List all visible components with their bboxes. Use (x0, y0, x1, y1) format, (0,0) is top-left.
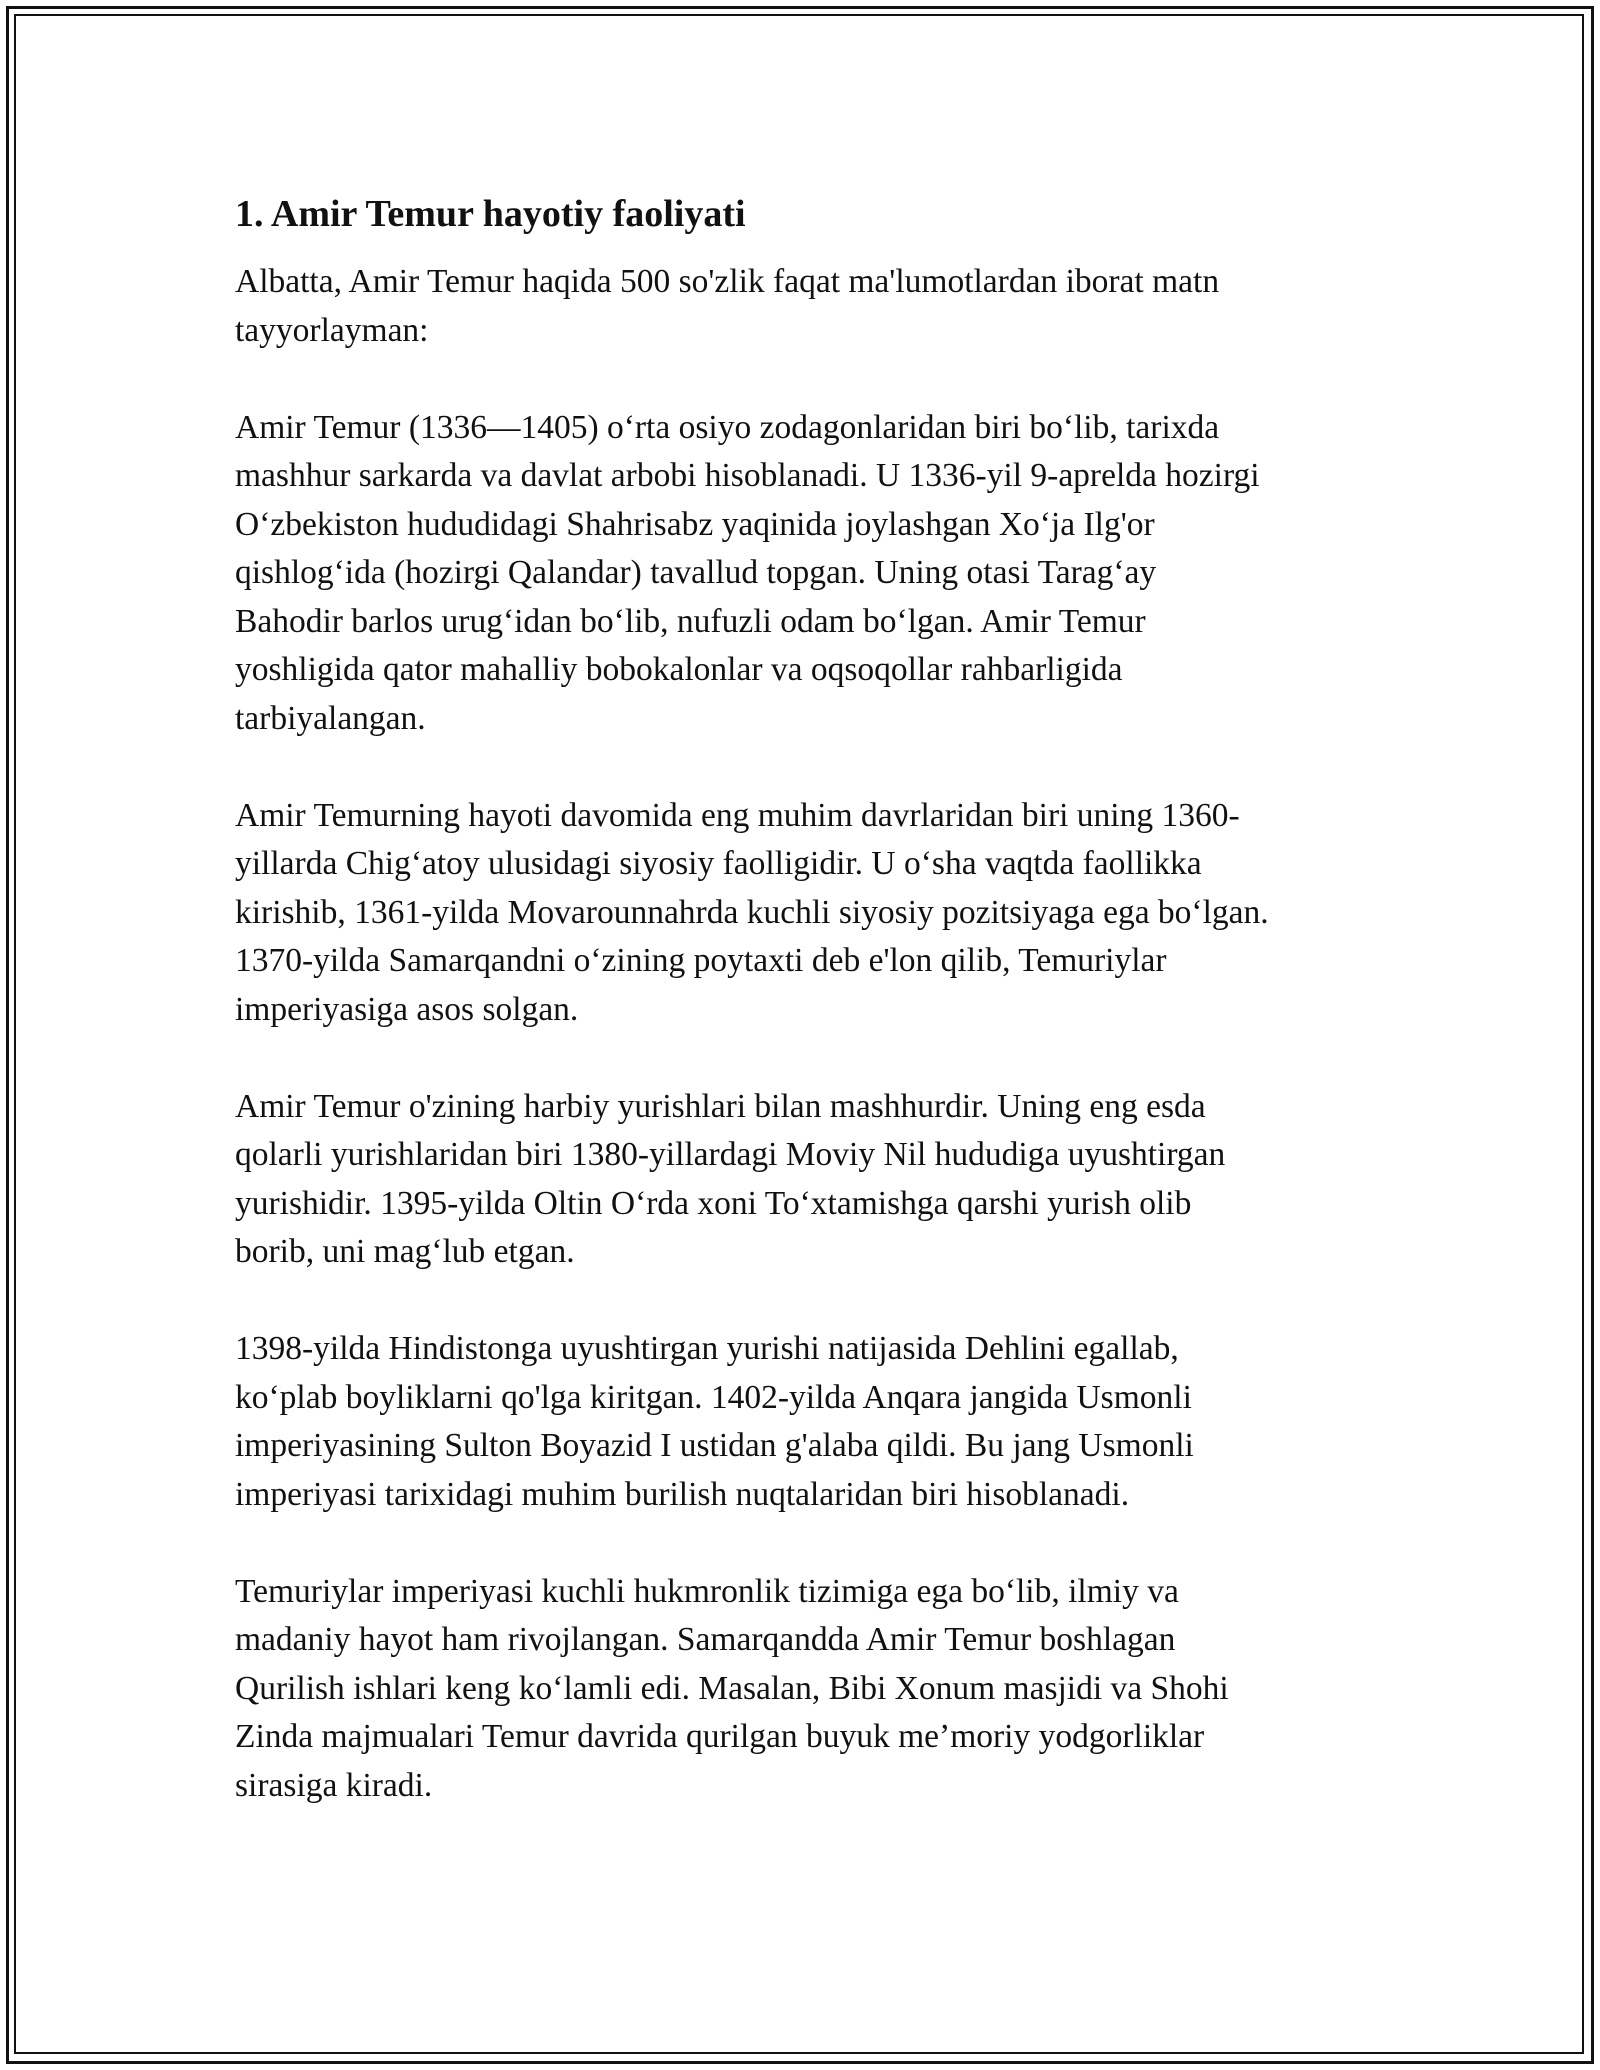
text-line: yoshligida qator mahalliy bobokalonlar va oqsoqollar rahbarligida (235, 651, 1123, 688)
text-line: imperiyasiga asos solgan. (235, 990, 579, 1028)
text-line: kirishib, 1361-yilda Movarounnahrda kuchli siyosiy pozitsiyaga ega boʻlgan. (235, 893, 1269, 931)
text-line: tayyorlayman: (235, 311, 429, 349)
text-line: 1370-yilda Samarqandni oʻzining poytaxti deb e'lon qilib, Temuriylar (235, 942, 1167, 979)
text-line: koʻplab boyliklarni qo'lga kiritgan. 1402-yilda Anqara jangida Usmonli (235, 1378, 1192, 1416)
text-line: Amir Temur (1336—1405) oʻrta osiyo zodagonlaridan biri boʻlib, tarixda (235, 408, 1220, 446)
paragraph-biography (235, 404, 1370, 744)
text-line: yillarda Chigʻatoy ulusidagi siyosiy faolligidir. U oʻsha vaqtda faollikka (235, 845, 1202, 882)
text-line: Bahodir barlos urugʻidan boʻlib, nufuzli odam boʻlgan. Amir Temur (235, 602, 1146, 640)
text-line: Temuriylar imperiyasi kuchli hukmronlik tizimiga ega boʻlib, ilmiy va (235, 1572, 1179, 1610)
paragraph-intro (235, 258, 1370, 355)
text-line: Amir Temur o'zining harbiy yurishlari bilan mashhurdir. Uning eng esda (235, 1087, 1206, 1125)
text-line: qishlogʻida (hozirgi Qalandar) tavallud topgan. Uning otasi Taragʻay (235, 554, 1157, 591)
text-line: qolarli yurishlaridan biri 1380-yillardagi Moviy Nil hududiga uyushtirgan (235, 1136, 1226, 1173)
text-line: Amir Temurning hayoti davomida eng muhim davrlaridan biri uning 1360- (235, 796, 1240, 834)
text-line: Albatta, Amir Temur haqida 500 so'zlik faqat ma'lumotlardan iborat matn (235, 263, 1220, 300)
text-line: 1398-yilda Hindistonga uyushtirgan yurishi natijasida Dehlini egallab, (235, 1330, 1179, 1367)
text-line: imperiyasining Sulton Boyazid I ustidan g'alaba qildi. Bu jang Usmonli (235, 1427, 1194, 1464)
text-line: yurishidir. 1395-yilda Oltin Oʻrda xoni Toʻxtamishga qarshi yurish olib (235, 1184, 1192, 1222)
text-line: borib, uni magʻlub etgan. (235, 1233, 575, 1270)
paragraph-culture (235, 1568, 1370, 1811)
text-line: Qurilish ishlari keng koʻlamli edi. Masalan, Bibi Xonum masjidi va Shohi (235, 1669, 1229, 1707)
paragraph-political-activity (235, 792, 1370, 1035)
text-line: tarbiyalangan. (235, 699, 426, 737)
text-line: sirasiga kiradi. (235, 1766, 433, 1804)
text-line: imperiyasi tarixidagi muhim burilish nuqtalaridan biri hisoblanadi. (235, 1475, 1130, 1513)
text-line: mashhur sarkarda va davlat arbobi hisoblanadi. U 1336-yil 9-aprelda hozirgi (235, 457, 1260, 494)
paragraph-military-campaigns (235, 1083, 1370, 1277)
paragraph-india-ankara (235, 1325, 1370, 1519)
document-body (235, 190, 1370, 1859)
text-line: Oʻzbekiston hududidagi Shahrisabz yaqinida joylashgan Xoʻja Ilg'or (235, 505, 1155, 543)
text-line: madaniy hayot ham rivojlangan. Samarqandda Amir Temur boshlagan (235, 1621, 1176, 1658)
document-title: 1. Amir Temur hayotiy faoliyati (235, 193, 746, 235)
text-line: Zinda majmualari Temur davrida qurilgan buyuk me’moriy yodgorliklar (235, 1718, 1205, 1755)
